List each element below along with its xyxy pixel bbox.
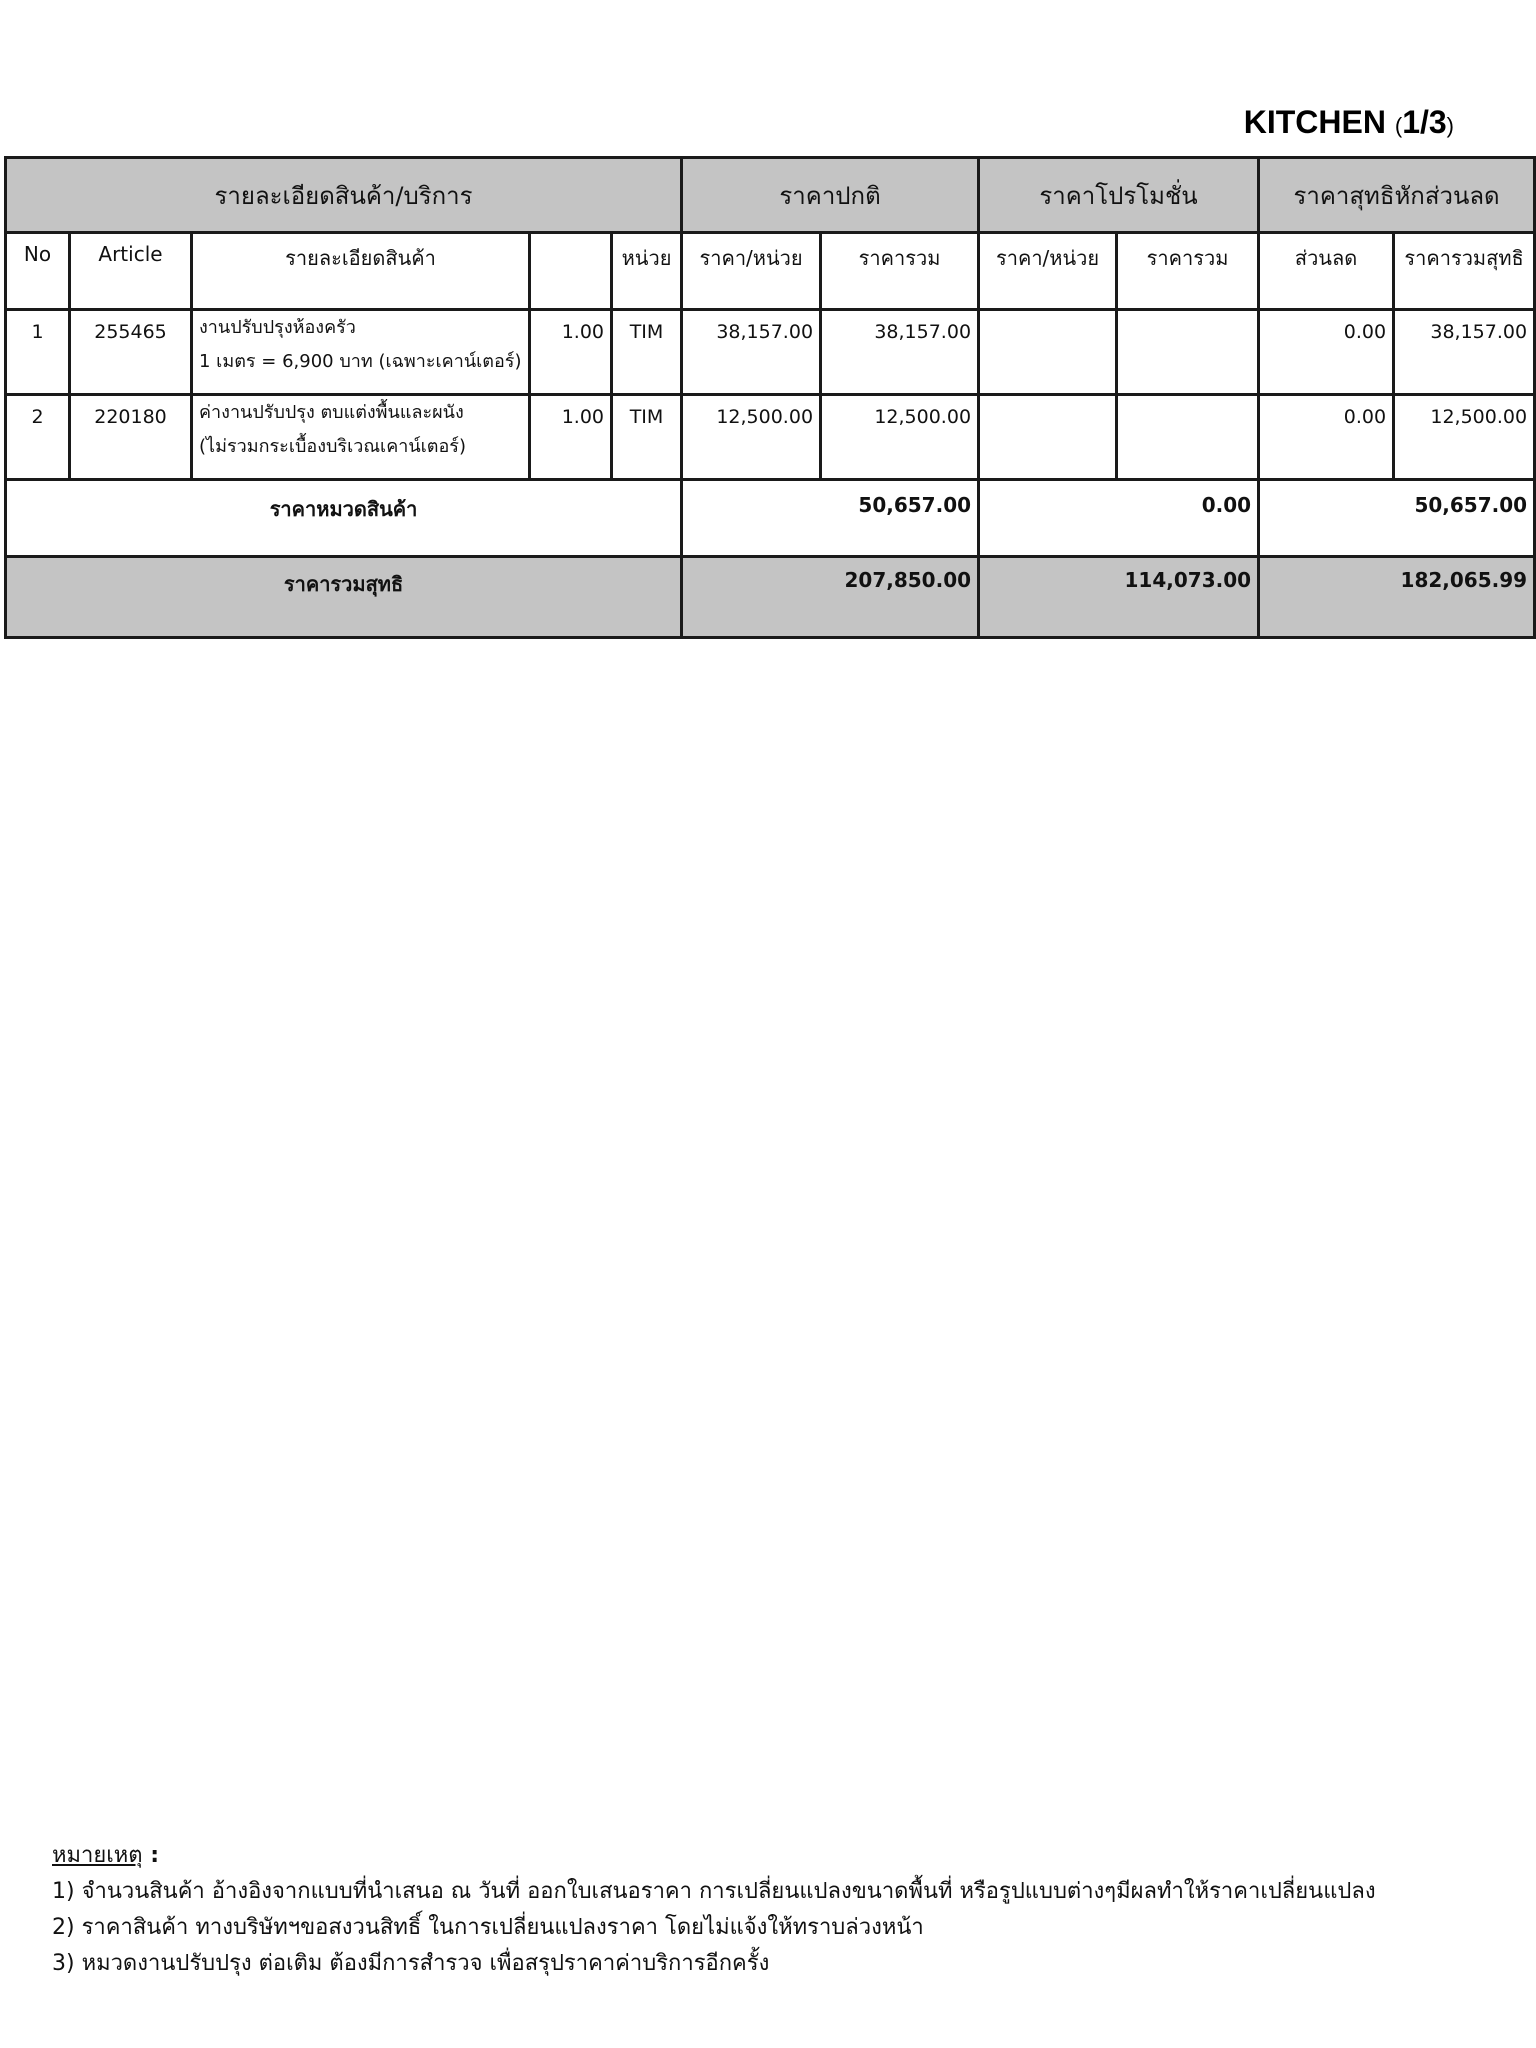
title-paren-open: ( (1394, 113, 1403, 138)
row-description-line2: 1 เมตร = 6,900 บาท (เฉพาะเคาน์เตอร์) (199, 351, 522, 372)
quotation-table (4, 156, 1536, 639)
grand-total-promo: 114,073.00 (979, 557, 1259, 638)
column-header-row (6, 233, 1535, 310)
subtotal-promo: 0.00 (979, 480, 1259, 557)
col-header-normal-total: ราคารวม (821, 233, 979, 310)
grand-total-normal: 207,850.00 (682, 557, 979, 638)
row-qty: 1.00 (530, 395, 612, 480)
row-no: 1 (6, 310, 70, 395)
row-promo-total (1117, 395, 1259, 480)
row-net-total: 12,500.00 (1394, 395, 1535, 480)
notes-heading-colon: : (142, 1843, 160, 1868)
col-header-description: รายละเอียดสินค้า (192, 233, 530, 310)
grand-total-net: 182,065.99 (1259, 557, 1535, 638)
title-main: KITCHEN (1243, 104, 1386, 140)
row-unit: TIM (612, 310, 682, 395)
note-item: 2) ราคาสินค้า ทางบริษัทฯขอสงวนสิทธิ์ ในการเปลี่ยนแปลงราคา โดยไม่แจ้งให้ทราบล่วงหน้า (52, 1915, 924, 1940)
notes-heading-text: หมายเหตุ (52, 1843, 143, 1868)
row-discount: 0.00 (1259, 310, 1394, 395)
note-item: 3) หมวดงานปรับปรุง ต่อเติม ต้องมีการสำรวจ เพื่อสรุปราคาค่าบริการอีกครั้ง (52, 1951, 770, 1976)
subtotal-normal: 50,657.00 (682, 480, 979, 557)
row-description-line1: งานปรับปรุงห้องครัว (199, 317, 356, 338)
col-header-promo-unit-price: ราคา/หน่วย (979, 233, 1117, 310)
row-discount: 0.00 (1259, 395, 1394, 480)
col-header-discount: ส่วนลด (1259, 233, 1394, 310)
subtotal-net: 50,657.00 (1259, 480, 1535, 557)
row-normal-total: 12,500.00 (821, 395, 979, 480)
col-header-unit: หน่วย (612, 233, 682, 310)
table-row (6, 395, 1535, 480)
note-item: 1) จำนวนสินค้า อ้างอิงจากแบบที่นำเสนอ ณ วันที่ ออกใบเสนอราคา การเปลี่ยนแปลงขนาดพื้นที่ หรือรูปแบบต่างๆมีผลทำให้ราคาเปลี่ยนแปลง (52, 1879, 1376, 1904)
row-promo-unit-price (979, 395, 1117, 480)
row-description (192, 395, 530, 480)
col-header-net-total: ราคารวมสุทธิ (1394, 233, 1535, 310)
col-header-promo-total: ราคารวม (1117, 233, 1259, 310)
row-description (192, 310, 530, 395)
row-qty: 1.00 (530, 310, 612, 395)
col-header-no: No (6, 233, 70, 310)
group-header-row (6, 158, 1535, 233)
row-description-line1: ค่างานปรับปรุง ตบแต่งพื้นและผนัง (199, 402, 464, 423)
page-title (1244, 104, 1454, 141)
row-normal-unit-price: 12,500.00 (682, 395, 821, 480)
title-page-number: 1/3 (1402, 104, 1447, 140)
group-header-normal-price: ราคาปกติ (682, 158, 979, 233)
row-article: 220180 (70, 395, 192, 480)
row-promo-total (1117, 310, 1259, 395)
col-header-qty (530, 233, 612, 310)
table-row (6, 310, 1535, 395)
subtotal-label: ราคาหมวดสินค้า (6, 480, 682, 557)
grand-total-row (6, 557, 1535, 638)
row-normal-unit-price: 38,157.00 (682, 310, 821, 395)
col-header-article: Article (70, 233, 192, 310)
row-description-line2: (ไม่รวมกระเบื้องบริเวณเคาน์เตอร์) (199, 436, 466, 457)
notes-heading (52, 1838, 1376, 1874)
notes-section (52, 1838, 1376, 1982)
row-promo-unit-price (979, 310, 1117, 395)
group-header-net-price: ราคาสุทธิหักส่วนลด (1259, 158, 1535, 233)
row-net-total: 38,157.00 (1394, 310, 1535, 395)
grand-total-label: ราคารวมสุทธิ (6, 557, 682, 638)
row-normal-total: 38,157.00 (821, 310, 979, 395)
row-unit: TIM (612, 395, 682, 480)
group-header-details: รายละเอียดสินค้า/บริการ (6, 158, 682, 233)
col-header-normal-unit-price: ราคา/หน่วย (682, 233, 821, 310)
group-header-promo-price: ราคาโปรโมชั่น (979, 158, 1259, 233)
title-paren-close: ) (1446, 113, 1454, 138)
row-no: 2 (6, 395, 70, 480)
subtotal-row (6, 480, 1535, 557)
row-article: 255465 (70, 310, 192, 395)
